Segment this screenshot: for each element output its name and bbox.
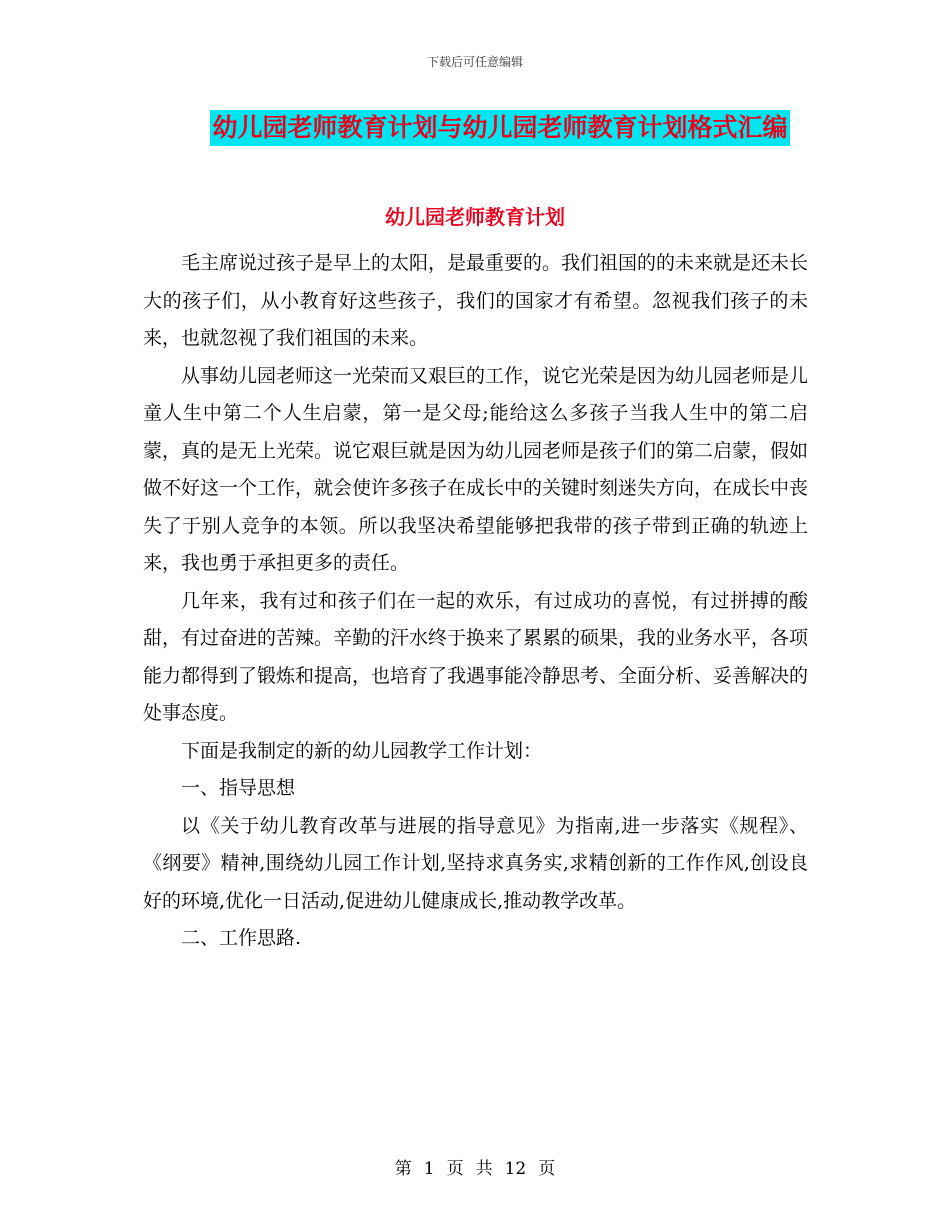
total-label: 共 bbox=[475, 1159, 493, 1179]
document-title-container bbox=[0, 110, 950, 146]
section-heading: 二、工作思路. bbox=[181, 927, 302, 949]
page-label-prefix: 第 bbox=[394, 1159, 412, 1179]
document-title: 幼儿园老师教育计划与幼儿园老师教育计划格式汇编 bbox=[210, 110, 789, 146]
paragraph: 毛主席说过孩子是早上的太阳，是最重要的。我们祖国的的未来就是还未长大的孩子们，从小教育好这些孩子，我们的国家才有希望。忽视我们孩子的未来，也就忽视了我们祖国的未来。 bbox=[143, 252, 809, 349]
page-number: 1 bbox=[423, 1159, 435, 1179]
paragraph: 从事幼儿园老师这一光荣而又艰巨的工作，说它光荣是因为幼儿园老师是儿童人生中第二个人生启蒙，第一是父母;能给这么多孩子当我人生中的第二启蒙，真的是无上光荣。说它艰巨就是因为幼儿园老师是孩子们的第二启蒙，假如做不好这一个工作，就会使许多孩子在成长中的关键时刻迷失方向，在成长中丧失了于别人竞争的本领。所以我坚决希望能够把我带的孩子带到正确的轨迹上来，我也勇于承担更多的责任。 bbox=[143, 364, 809, 574]
paragraph: 以《关于幼儿教育改革与进展的指导意见》为指南,进一步落实《规程》、《纲要》精神,围绕幼儿园工作计划,坚持求真务实,求精创新的工作作风,创设良好的环境,优化一日活动,促进幼儿健康成长,推动教学改革。 bbox=[143, 814, 808, 912]
header-note: 下载后可任意编辑 bbox=[426, 55, 523, 69]
document-body bbox=[143, 245, 808, 958]
paragraph: 下面是我制定的新的幼儿园教学工作计划： bbox=[181, 739, 543, 762]
section-title: 幼儿园老师教育计划 bbox=[385, 205, 565, 229]
page-label-mid: 页 bbox=[446, 1159, 464, 1179]
total-pages: 12 bbox=[504, 1159, 527, 1179]
page-footer bbox=[0, 1154, 950, 1179]
page-label-suffix: 页 bbox=[538, 1159, 556, 1179]
paragraph: 几年来，我有过和孩子们在一起的欢乐，有过成功的喜悦，有过拼搏的酸甜，有过奋进的苦辣。辛勤的汗水终于换来了累累的硕果，我的业务水平，各项能力都得到了锻炼和提高，也培育了我遇事能冷静思考、全面分析、妥善解决的处事态度。 bbox=[143, 589, 809, 724]
section-heading: 一、指导思想 bbox=[181, 777, 296, 799]
